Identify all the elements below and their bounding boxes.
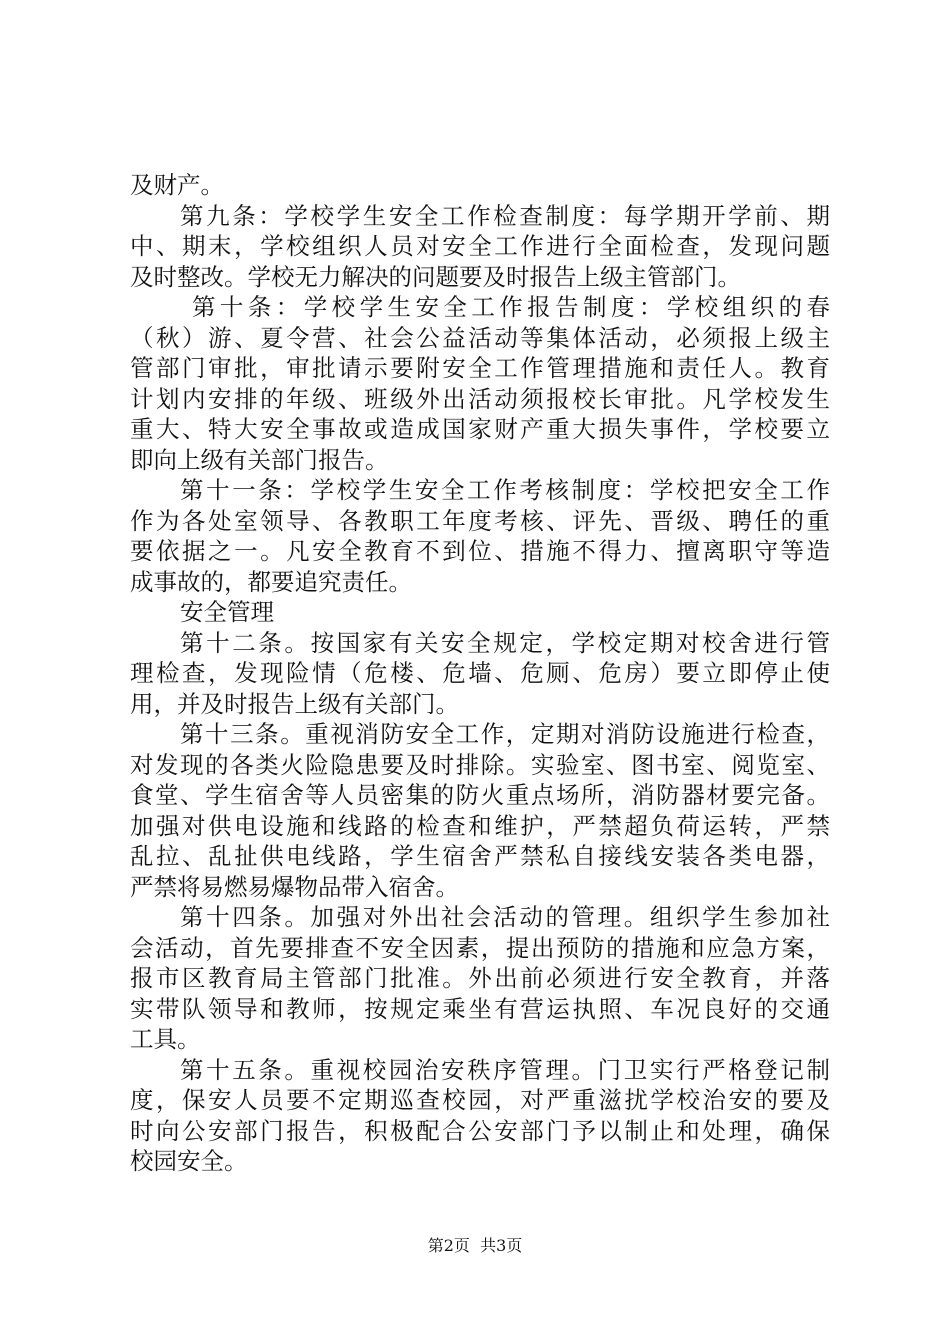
article-10-heading-line: 第十条：学校学生安全工作报告制度：学校组织的春 [192, 293, 830, 321]
text-line: 食堂、学生宿舍等人员密集的防火重点场所，消防器材要完备。 [130, 781, 830, 809]
text-line: 严禁将易燃易爆物品带入宿舍。 [130, 872, 459, 901]
text-line: 及财产。 [130, 171, 224, 199]
text-line: 实带队领导和教师，按规定乘坐有营运执照、车况良好的交通 [130, 994, 830, 1023]
text-line: 及时整改。学校无力解决的问题要及时报告上级主管部门。 [130, 262, 741, 291]
text-line: （秋）游、夏令营、社会公益活动等集体活动，必须报上级主 [130, 323, 830, 352]
text-line: 中、期末，学校组织人员对安全工作进行全面检查，发现问题 [130, 232, 830, 260]
text-line: 重大、特大安全事故或造成国家财产重大损失事件，学校要立 [130, 415, 830, 443]
article-13-heading-line: 第十三条。重视消防安全工作，定期对消防设施进行检查， [180, 720, 830, 748]
article-9-heading-line: 第九条：学校学生安全工作检查制度：每学期开学前、期 [180, 201, 830, 230]
text-line: 管部门审批，审批请示要附安全工作管理措施和责任人。教育 [130, 354, 830, 382]
article-15-heading-line: 第十五条。重视校园治安秩序管理。门卫实行严格登记制 [180, 1055, 830, 1084]
text-line: 会活动，首先要排查不安全因素，提出预防的措施和应急方案， [130, 933, 830, 962]
text-line: 时向公安部门报告，积极配合公安部门予以制止和处理，确保 [130, 1116, 830, 1145]
article-11-heading-line: 第十一条：学校学生安全工作考核制度：学校把安全工作 [180, 476, 830, 504]
text-line: 对发现的各类火险隐患要及时排除。实验室、图书室、阅览室、 [130, 750, 830, 779]
text-line: 校园安全。 [130, 1147, 248, 1175]
text-line: 计划内安排的年级、班级外出活动须报校长审批。凡学校发生 [130, 384, 830, 413]
text-line: 工具。 [130, 1025, 201, 1053]
article-12-heading-line: 第十二条。按国家有关安全规定，学校定期对校舍进行管 [180, 628, 830, 657]
section-heading: 安全管理 [180, 598, 274, 626]
text-line: 乱拉、乱扯供电线路，学生宿舍严禁私自接线安装各类电器， [130, 842, 830, 870]
text-line: 用，并及时报告上级有关部门。 [130, 689, 459, 718]
text-line: 理检查，发现险情（危楼、危墙、危厕、危房）要立即停止使 [130, 659, 830, 687]
document-body [130, 170, 830, 1177]
text-line: 即向上级有关部门报告。 [130, 445, 389, 474]
text-line: 报市区教育局主管部门批准。外出前必须进行安全教育，并落 [130, 964, 830, 992]
page-number-footer: 第2页 共3页 [427, 1236, 523, 1255]
text-line: 要依据之一。凡安全教育不到位、措施不得力、擅离职守等造 [130, 537, 830, 565]
text-line: 成事故的，都要追究责任。 [130, 567, 412, 596]
text-line: 加强对供电设施和线路的检查和维护，严禁超负荷运转，严禁 [130, 811, 830, 840]
text-line: 度，保安人员要不定期巡查校园，对严重滋扰学校治安的要及 [130, 1086, 830, 1114]
article-14-heading-line: 第十四条。加强对外出社会活动的管理。组织学生参加社 [180, 903, 830, 931]
text-line: 作为各处室领导、各教职工年度考核、评先、晋级、聘任的重 [130, 506, 830, 535]
